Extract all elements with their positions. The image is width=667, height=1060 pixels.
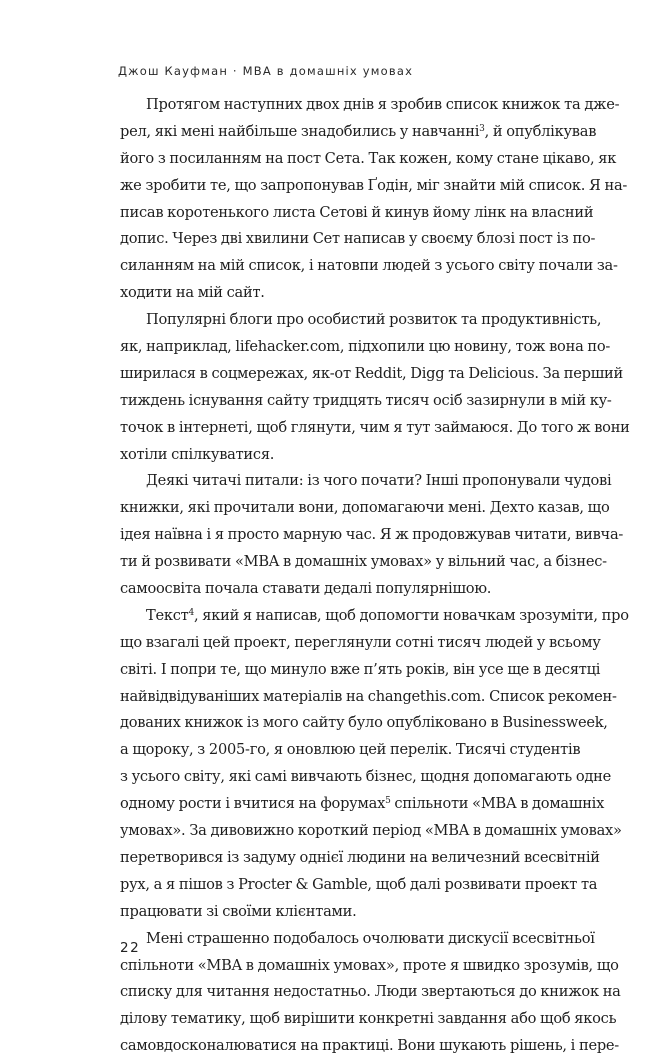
text-line: книжки, які прочитали вони, допомагаючи мені. Дехто казав, що xyxy=(120,499,610,517)
text-line: ти й розвивати «MBA в домашніх умовах» у вільний час, а бізнес- xyxy=(120,553,607,571)
page-number: 22 xyxy=(120,940,141,956)
text-line: точок в інтернеті, щоб глянути, чим я тут займаюся. До того ж вони xyxy=(120,418,630,436)
body-text xyxy=(120,92,630,1060)
running-head: Джош Кауфман · MBA в домашніх умовах xyxy=(118,64,414,78)
text-line: Деякі читачі питали: із чого почати? Інші пропонували чудові xyxy=(146,472,612,490)
text-line: Мені страшенно подобалось очолювати дискусії всесвітньої xyxy=(146,929,595,947)
text-line: Протягом наступних двох днів я зробив список книжок та дже- xyxy=(146,96,620,113)
text-line: же зробити те, що запропонував Ґодін, міг знайти мій список. Я на- xyxy=(120,176,628,194)
text-line: самовдосконалюватися на практиці. Вони шукають рішень, і пере- xyxy=(120,1037,619,1055)
footnote-ref: 3 xyxy=(479,123,485,134)
text-line: з усього світу, які самі вивчають бізнес, щодня допомагають одне xyxy=(120,768,612,786)
text-line: одному рости і вчитися на форумах$^5$ спільноти «MBA в домашніх xyxy=(120,795,605,813)
text-line: як, наприклад, lifehacker.com, підхопили цю новину, тож вона по- xyxy=(120,338,611,356)
text-line: хотіли спілкуватися. xyxy=(120,445,275,463)
footnote-ref: 5 xyxy=(385,796,391,807)
text-line: Текст$^4$, який я написав, щоб допомогти новачкам зрозуміти, про xyxy=(146,606,629,624)
text-line: писав коротенького листа Сетові й кинув йому лінк на власний xyxy=(120,203,594,221)
text-line: силанням на мій список, і натовпи людей з усього світу почали за- xyxy=(120,257,618,275)
text-line: працювати зі своїми клієнтами. xyxy=(120,902,357,920)
text-line: а щороку, з 2005-го, я оновлюю цей перелік. Тисячі студентів xyxy=(120,741,581,759)
text-line: спільноти «MBA в домашніх умовах», проте я швидко зрозумів, що xyxy=(120,956,619,974)
text-line: ділову тематику, щоб вирішити конкретні завдання або щоб якось xyxy=(120,1010,617,1028)
text-line: найвідвідуваніших матеріалів на changethis.com. Список рекомен- xyxy=(120,687,617,705)
text-line: Популярні блоги про особистий розвиток та продуктивність, xyxy=(146,311,602,329)
text-line: рел, які мені найбільше знадобились у навчанні$^3$, й опублікував xyxy=(120,122,597,140)
text-line: перетворився із задуму однієї людини на величезний всесвітній xyxy=(120,848,600,866)
text-line: рух, а я пішов з Procter & Gamble, щоб далі розвивати проект та xyxy=(120,875,598,893)
text-line: ідея наївна і я просто марную час. Я ж продовжував читати, вивча- xyxy=(120,526,624,544)
text-line: допис. Через дві хвилини Сет написав у своєму блозі пост із по- xyxy=(120,230,596,248)
text-line: умовах». За дивовижно короткий період «MBA в домашніх умовах» xyxy=(120,822,622,840)
text-line: дованих книжок із мого сайту було опубліковано в Businessweek, xyxy=(120,714,608,732)
text-line: тиждень існування сайту тридцять тисяч осіб зазирнули в мій ку- xyxy=(120,391,612,409)
text-line: що взагалі цей проект, переглянули сотні тисяч людей у всьому xyxy=(120,633,601,651)
text-line: самоосвіта почала ставати дедалі популярнішою. xyxy=(120,580,492,598)
text-line: його з посиланням на пост Сета. Так кожен, кому стане цікаво, як xyxy=(120,149,617,167)
text-line: ходити на мій сайт. xyxy=(120,284,265,302)
footnote-ref: 4 xyxy=(188,607,194,618)
text-line: списку для читання недостатньо. Люди звертаються до книжок на xyxy=(120,983,621,1001)
text-line: ширилася в соцмережах, як-от Reddit, Digg та Delicious. За перший xyxy=(120,364,624,382)
text-line: світі. І попри те, що минуло вже п’ять років, він усе ще в десятці xyxy=(120,660,601,678)
